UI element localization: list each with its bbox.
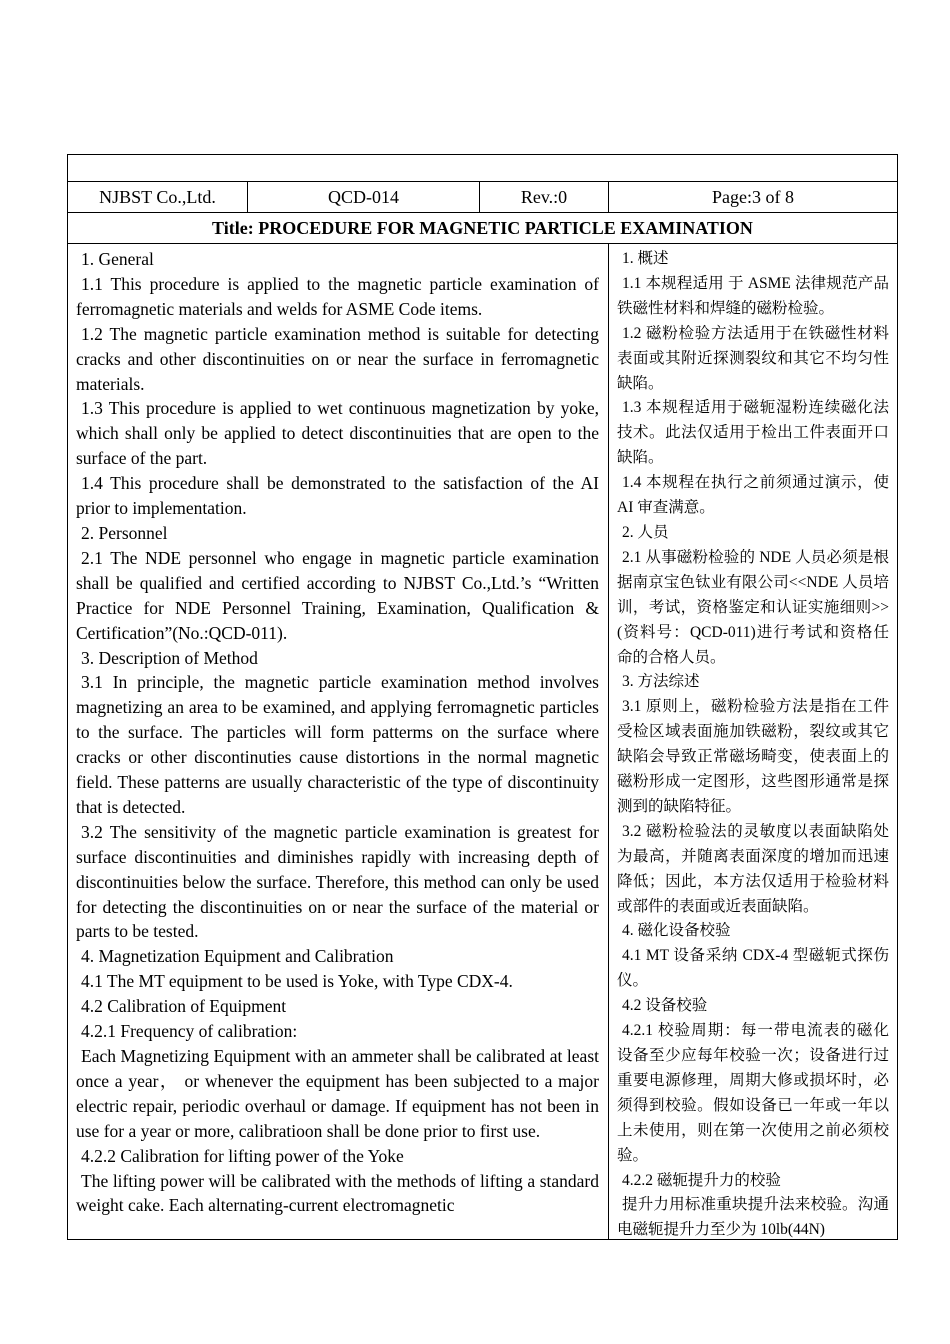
en-para-4-2-1: 4.2.1 Frequency of calibration: bbox=[81, 1021, 298, 1042]
zh-para-3: 3. 方法综述 bbox=[622, 673, 700, 691]
revision-cell: Rev.:0 bbox=[480, 182, 609, 213]
en-para-4: 4. Magnetization Equipment and Calibration bbox=[81, 946, 394, 967]
zh-para-1-3: 1.3 本规程适用于磁轭湿粉连续磁化法技术。此法仅适用于检出工件表面开口缺陷。 bbox=[617, 399, 889, 467]
blank-cell bbox=[68, 155, 898, 182]
en-para-3-2: 3.2 The sensitivity of the magnetic particle examination is greatest for surface discontinuities and diminishes rapidly with increasing depth of discontinuities below the surface. Therefore, this method can only be used for detecting the discontinuities on or near the surface of the material or parts to be tested. bbox=[76, 821, 599, 942]
zh-para-4-1: 4.1 MT 设备采纳 CDX-4 型磁轭式探伤仪。 bbox=[617, 947, 889, 990]
blank-top-row bbox=[68, 155, 898, 182]
zh-para-4-2: 4.2 设备校验 bbox=[622, 997, 708, 1015]
en-para-4-1: 4.1 The MT equipment to be used is Yoke, with Type CDX-4. bbox=[81, 971, 513, 992]
title-row bbox=[68, 213, 898, 244]
doc-number-cell: QCD-014 bbox=[248, 182, 480, 213]
en-para-1-2: 1.2 The magnetic particle examination method is suitable for detecting cracks and other discontinuities on or near the surface in ferromagnetic materials. bbox=[76, 323, 599, 394]
en-para-4-2-1-body: Each Magnetizing Equipment with an ammeter shall be calibrated at least once a year， or whenever the equipment has been subjected to a major electric repair, periodic overhaul or damage. If equipment has not been in use for a year or more, calibratioon shall be done prior to first use. bbox=[76, 1046, 599, 1141]
en-para-1-4: 1.4 This procedure shall be demonstrated to the satisfaction of the AI prior to implementation. bbox=[76, 473, 599, 519]
en-para-1-3: 1.3 This procedure is applied to wet continuous magnetization by yoke, which shall only be applied to detect discontinuities that are open to the surface of the part. bbox=[76, 398, 599, 469]
en-para-4-2-2-body: The lifting power will be calibrated with the methods of lifting a standard weight cake. Each alternating-current electromagnetic bbox=[76, 1170, 599, 1216]
zh-para-1-4: 1.4 本规程在执行之前须通过演示，使 AI 审查满意。 bbox=[617, 474, 889, 517]
en-para-3: 3. Description of Method bbox=[81, 647, 258, 668]
en-para-2: 2. Personnel bbox=[81, 522, 168, 543]
zh-para-2-1: 2.1 从事磁粉检验的 NDE 人员必须是根据南京宝色钛业有限公司<<NDE 人员培训，考试，资格鉴定和认证实施细则>>(资料号：QCD-011)进行考试和资格任命的合格人员。 bbox=[617, 548, 889, 666]
chinese-column bbox=[609, 244, 898, 1240]
document-title: Title: PROCEDURE FOR MAGNETIC PARTICLE EXAMINATION bbox=[68, 213, 898, 244]
zh-para-4: 4. 磁化设备校验 bbox=[622, 922, 731, 940]
zh-para-4-2-1: 4.2.1 校验周期：每一带电流表的磁化设备至少应每年校验一次；设备进行过重要电源修理，周期大修或损坏时，必须得到校验。假如设备已一年或一年以上未使用，则在第一次使用之前必须校验。 bbox=[617, 1022, 889, 1164]
zh-para-3-2: 3.2 磁粉检验法的灵敏度以表面缺陷处为最高，并随离表面深度的增加而迅速降低；因此，本方法仅适用于检验材料或部件的表面或近表面缺陷。 bbox=[617, 822, 889, 915]
en-para-1: 1. General bbox=[81, 249, 154, 269]
zh-para-4-2-2-body: 提升力用标准重块提升法来校验。沟通电磁轭提升力至少为 10lb(44N) bbox=[617, 1196, 889, 1239]
en-para-3-1: 3.1 In principle, the magnetic particle examination method involves magnetizing an area to be examined, and applying ferromagnetic particles to the surface. The particles will form patterms on the surface where cracks or other discontinuties cause distortions in the normal magnetic field. These patterns are usually characteristic of the type of discontinuity that is detected. bbox=[76, 672, 599, 817]
header-row bbox=[68, 182, 898, 213]
en-para-4-2-2: 4.2.2 Calibration for lifting power of the Yoke bbox=[81, 1145, 404, 1166]
document-table bbox=[67, 154, 898, 1240]
body-row bbox=[68, 244, 898, 1240]
en-para-4-2: 4.2 Calibration of Equipment bbox=[81, 996, 287, 1017]
page-number-cell: Page:3 of 8 bbox=[609, 182, 898, 213]
company-cell: NJBST Co.,Ltd. bbox=[68, 182, 248, 213]
en-para-1-1: 1.1 This procedure is applied to the magnetic particle examination of ferromagnetic materials and welds for ASME Code items. bbox=[76, 273, 599, 319]
english-column bbox=[68, 244, 609, 1240]
zh-para-1-1: 1.1 本规程适用 于 ASME 法律规范产品铁磁性材料和焊缝的磁粉检验。 bbox=[617, 274, 889, 317]
zh-para-1: 1. 概述 bbox=[622, 250, 669, 267]
zh-para-4-2-2: 4.2.2 磁轭提升力的校验 bbox=[622, 1171, 781, 1189]
en-para-2-1: 2.1 The NDE personnel who engage in magnetic particle examination shall be qualified and certified according to NJBST Co.,Ltd.’s “Written Practice for NDE Personnel Training, Examination, Qualification & Certification”(No.:QCD-011). bbox=[76, 547, 599, 643]
zh-para-3-1: 3.1 原则上，磁粉检验方法是指在工件受检区域表面施加铁磁粉，裂纹或其它缺陷会导致正常磁场畸变，使表面上的磁粉形成一定图形，这些图形通常是探测到的缺陷特征。 bbox=[617, 698, 889, 815]
zh-para-2: 2. 人员 bbox=[622, 523, 669, 541]
zh-para-1-2: 1.2 磁粉检验方法适用于在铁磁性材料表面或其附近探测裂纹和其它不均匀性缺陷。 bbox=[617, 324, 889, 392]
